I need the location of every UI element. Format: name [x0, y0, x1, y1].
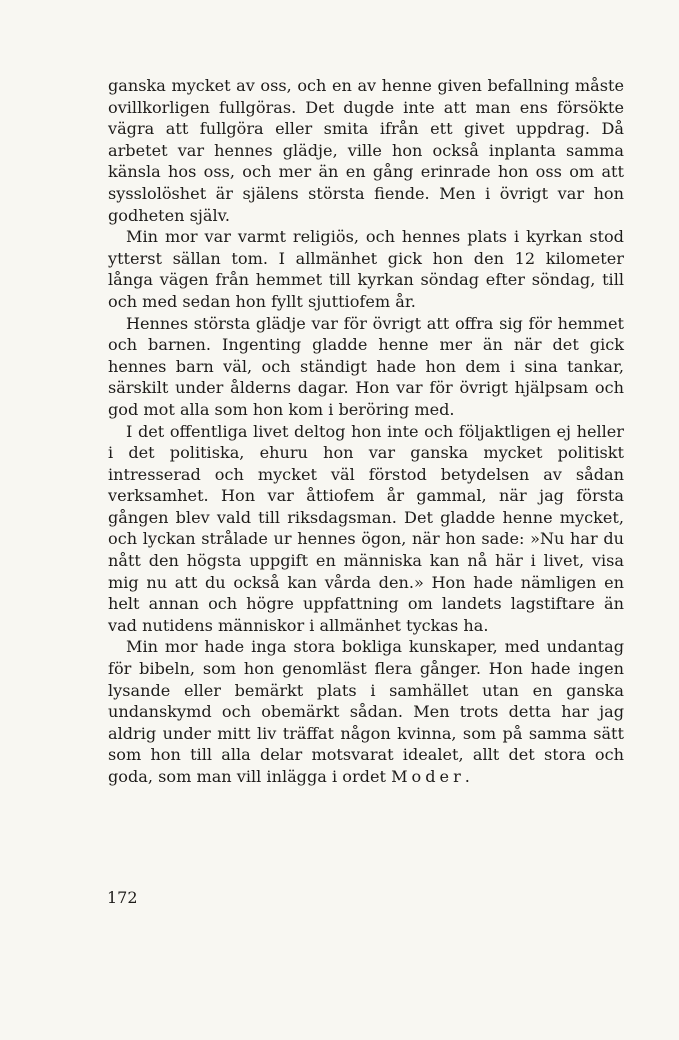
paragraph-5 [108, 636, 624, 787]
paragraph-1: ganska mycket av oss, och en av henne given befallning måste ovillkorligen fullgöras. Det dugde inte att man ens försökte vägra att fullgöra eller smita ifrån ett givet uppdrag. Då arbetet var hennes glädje, ville hon också inplanta samma känsla hos oss, och mer än en gång erinrade hon oss om att sysslolöshet är själens största fiende. Men i övrigt var hon godheten själv. [108, 76, 624, 225]
paragraph-5-text: Min mor hade inga stora bokliga kunskaper, med undantag för bibeln, som hon genomläst flera gånger. Hon hade ingen lysande eller bemärkt plats i samhället utan en ganska undanskymd och obemärkt sådan. Men trots detta har jag aldrig under mitt liv träffat någon kvinna, som på samma sätt som hon till alla delar motsvarat idealet, allt det stora och goda, som man vill inlägga i ordet [108, 637, 624, 786]
paragraph-4: I det offentliga livet deltog hon inte och följaktligen ej heller i det politiska, ehuru hon var ganska mycket politiskt intresserad och mycket väl förstod betydelsen av sådan verksamhet. Hon var åttiofem år gammal, när jag första gången blev vald till riksdagsman. Det gladde henne mycket, och lyckan strålade ur hennes ögon, när hon sade: »Nu har du nått den högsta uppgift en människa kan nå här i livet, visa mig nu att du också kan vårda den.» Hon hade nämligen en helt annan och högre uppfattning om landets lagstiftare än vad nutidens människor i allmänhet tyckas ha. [108, 421, 624, 635]
spaced-word: Moder [391, 767, 465, 786]
paragraph-2: Min mor var varmt religiös, och hennes plats i kyrkan stod ytterst sällan tom. I allmänhet gick hon den 12 kilometer långa vägen från hemmet till kyrkan söndag efter söndag, till och med sedan hon fyllt sjuttiofem år. [108, 227, 624, 311]
page-number: 172 [107, 888, 138, 907]
paragraph-3: Hennes största glädje var för övrigt att offra sig för hemmet och barnen. Ingenting gladde henne mer än när det gick hennes barn väl, och ständigt hade hon dem i sina tankar, särskilt under ålderns dagar. Hon var för övrigt hjälpsam och god mot alla som hon kom i beröring med. [108, 313, 624, 419]
body-text [108, 75, 624, 788]
paragraph-5-end: . [464, 767, 470, 786]
